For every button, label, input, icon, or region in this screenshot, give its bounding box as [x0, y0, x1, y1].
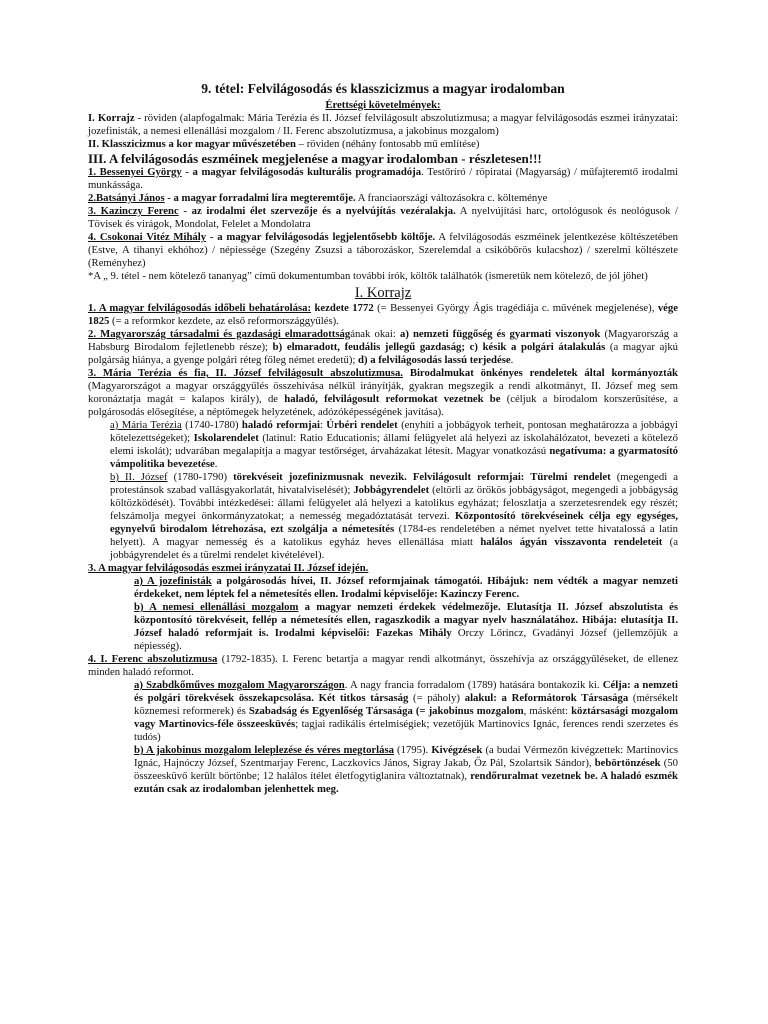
section-1: 1. A magyar felvilágosodás időbeli behatárolása: kezdete 1772 (= Bessenyei György Ágis tragédiája c. művének megjelenése), vége 1825 (= a reformkor kezdete, az első reformországgyűlés). [88, 302, 678, 327]
intro-batsanyi: 2.Batsányi János - a magyar forradalmi líra megteremtője. A franciaországi változásokra c. költeménye [88, 192, 548, 204]
section-5b: b) A jakobinus mozgalom leleplezése és véres megtorlása (1795). Kivégzések (a budai Vérmezőn kivégzettek: Martinovics Ignác, Hajnóczy József, Szentmarjay Ferenc, Laczkovics János, Sigray Jakab, Őz Pál, Szolartsik Sándor), bebörtönzések (50 összeesküvő került börtönbe; 12 halálos ítélet életfogytiglanira változtatnak), rendőruralmat vezetnek be. A haladó eszmék ezután csak az irodalomban jelenhettek meg. [134, 744, 678, 795]
intro-korrajz: I. Korrajz - röviden (alapfogalmak: Mária Terézia és II. József felvilágosult abszolutizmusa; a magyar felvilágosodás eszmei irányzatai: jozefinisták, a nemesi ellenállási mozgalom / II. Ferenc abszolutizmusa, a jakobinus mozgalom) [88, 112, 678, 137]
section-4-heading: 3. A magyar felvilágosodás eszmei irányzatai II. József idején. [88, 562, 369, 574]
section-3: 3. Mária Terézia és fia, II. József felvilágosult abszolutizmusa. Birodalmukat önkényes rendeletek által kormányozták (Magyarországot a magyar országgyűlés összehívása nélkül irányítják, gyakran megszegik a rendi alkotmányt, II. József meg sem koronáztatja magát = kalapos király), de haladó, felvilágosult reformokat vezetnek be (céljuk a birodalom korszerűsítése, a polgárosodás elősegítése, a néptömegek helyzetének, adózóképességének javítása). [88, 367, 678, 418]
section-5: 4. I. Ferenc abszolutizmusa (1792-1835). I. Ferenc betartja a magyar rendi alkotmányt, összehívja az országgyűléseket, de ellenez minden haladó reformot. [88, 653, 678, 678]
korrajz-heading: I. Korrajz [354, 285, 412, 301]
intro-section-three-heading: III. A felvilágosodás eszméinek megjelenése a magyar irodalomban - részletesen!!! [88, 151, 542, 166]
document-page [88, 80, 678, 796]
intro-kazinczy: 3. Kazinczy Ferenc - az irodalmi élet szervezője és a nyelvújítás vezéralakja. A nyelvújítási harc, ortológusok és neológusok / Tövisek és virágok, Mondolat, Felelet a Mondolatra [88, 205, 679, 230]
intro-klasszicizmus: II. Klasszicizmus a kor magyar művészetében – röviden (néhány fontosabb mű említése) [88, 138, 480, 150]
section-3a: a) Mária Terézia (1740-1780) haladó reformjai: Úrbéri rendelet (enyhíti a jobbágyok terheit, pontosan meghatározza a jobbágyi kötelezettségeket); Iskolarendelet (latinul: Ratio Educationis; állami felügyelet alá helyezi az iskolahálózatot, bevezeti a kötelező elemi iskolát); udvarában megalapítja a magyar testőrséget, árvaházakat létesít. Magyar vonatkozású negatívuma: a gyarmatosító vámpolitika bevezetése. [110, 419, 678, 470]
section-5a: a) Szabdkőműves mozgalom Magyarországon. A nagy francia forradalom (1789) hatására bontakozik ki. Célja: a nemzeti és polgári törekvések összekapcsolása. Két titkos társaság (= páholy) alakul: a Reformátorok Társasága (mérsékelt köznemesi reformerek) és Szabadság és Egyenlőség Társasága (= jakobinus mozgalom, másként: köztársasági mozgalom vagy Martinovics-féle összeesküvés; tagjai radikális értelmiségiek; vezetőjük Martinovics Ignác, ferences rendi szerzetes és tudós) [134, 679, 679, 743]
intro-csokonai: 4. Csokonai Vitéz Mihály - a magyar felvilágosodás legjelentősebb költője. A felvilágosodás eszméinek jelentkezése költészetében (Estve, A tihanyi ekhóhoz) / népiessége (Szegény Zsuzsi a táborozáskor, Szerelemdal a csikóbőrös kulacshoz) / szerelmi költészete (Reményhez) [88, 231, 678, 269]
section-2: 2. Magyarország társadalmi és gazdasági elmaradottságának okai: a) nemzeti függőség és gyarmati viszonyok (Magyarország a Habsburg Birodalom fejletlenebb része); b) elmaradott, feudális jellegű gazdaság; c) késik a polgári átalakulás (a magyar ajkú polgárság hiánya, a gyenge polgári réteg főleg német eredetű); d) a felvilágosodás lassú terjedése. [88, 328, 679, 366]
section-4b: b) A nemesi ellenállási mozgalom a magyar nemzeti érdekek védelmezője. Elutasítja II. József abszolutista és központosító törekvéseit, fellép a németesítés ellen, ragaszkodik a magyar nyelv használatához. Hibája: elutasítja II. József haladó reformjait is. Irodalmi képviselői: Fazekas Mihály Orczy Lőrincz, Gvadányi József (jellemzőjük a népiesség). [134, 601, 678, 652]
section-3b: b) II. József (1780-1790) törekvéseit jozefinizmusnak nevezik. Felvilágosult reformjai: Türelmi rendelet (megengedi a protestánsok szabad vallásgyakorlatát, hivatalviselését); Jobbágyrendelet (eltörli az örökös jobbágyságot, megengedi a jobbágyság költözködését). További intézkedései: állami felügyelet alá helyezi a katolikus egyházat; feloszlatja a szerzetesrendek egy részét; felszámolja megyei önkormányzatokat; a nemesség megadóztatását tervezi. Központosító törekvéseinek célja egy egységes, egynyelvű birodalom létrehozása, ezt szolgálja a németesítés (1784-es rendeletében a német nyelvet tette hivatalossá a latin helyett). A magyar nemesség és a katolikus egyház heves ellenállása miatt halálos ágyán visszavonta rendeleteit (a jobbágyrendelet és a türelmi rendelet kivételével). [110, 471, 679, 561]
exam-requirements-heading: Érettségi követelmények: [325, 99, 441, 111]
section-4a: a) A jozefinisták a polgárosodás hívei, II. József reformjainak támogatói. Hibájuk: nem védték a magyar nemzeti érdekeket, nem léptek fel a németesítés ellen. Irodalmi képviselője: Kazinczy Ferenc. [134, 575, 678, 600]
intro-bessenyei: 1. Bessenyei György - a magyar felvilágosodás kulturális programadója. Testőríró / röpiratai (Magyarság) / műfajteremtő irodalmi munkássága. [88, 166, 678, 191]
intro-note: *A „ 9. tétel - nem kötelező tananyag” című dokumentumban további írók, költők találhatók (ismeretük nem kötelező, de jól jöhet) [88, 270, 648, 282]
document-title: 9. tétel: Felvilágosodás és klasszicizmus a magyar irodalomban [201, 81, 565, 96]
